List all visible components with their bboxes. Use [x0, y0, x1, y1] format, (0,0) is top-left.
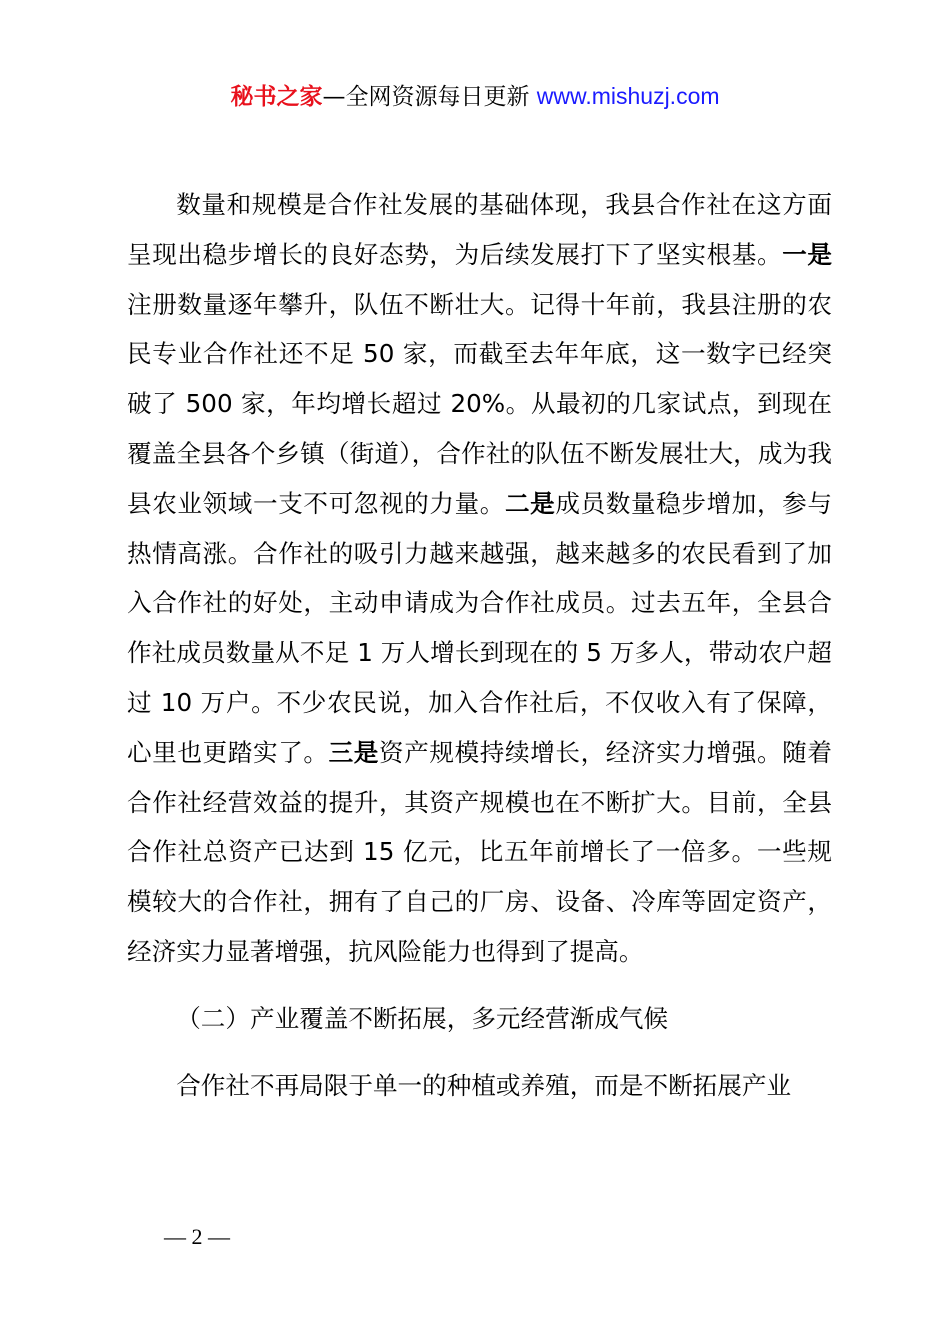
point-marker-three: 三是: [328, 737, 379, 767]
document-body: [127, 180, 832, 1110]
brand-name: 秘书之家: [230, 84, 323, 110]
point-marker-two: 二是: [504, 488, 556, 518]
paragraph-scale-growth: [127, 180, 832, 977]
point-one-text: 注册数量逐年攀升，队伍不断壮大。记得十年前，我县注册的农民专业合作社还不足 50 家，而截至去年年底，这一数字已经突破了 500 家，年均增长超过 20%。从最初的几家试点，到现在覆盖全县各个乡镇（街道），合作社的队伍不断发展壮大，成为我县农业领域一支不可忽视的力量。: [127, 289, 832, 518]
header-tagline: —全网资源每日更新: [322, 84, 537, 110]
section-heading-2: （二）产业覆盖不断拓展，多元经营渐成气候: [176, 1003, 669, 1033]
point-three-text: 资产规模持续增长，经济实力增强。随着合作社经营效益的提升，其资产规模也在不断扩大。目前，全县合作社总资产已达到 15 亿元，比五年前增长了一倍多。一些规模较大的合作社，拥有了自己的厂房、设备、冷库等固定资产，经济实力显著增强，抗风险能力也得到了提高。: [127, 737, 832, 966]
site-header: [0, 80, 950, 113]
point-marker-one: 一是: [782, 239, 832, 269]
point-two-text: 成员数量稳步增加，参与热情高涨。合作社的吸引力越来越强，越来越多的农民看到了加入合作社的好处，主动申请成为合作社成员。过去五年，全县合作社成员数量从不足 1 万人增长到现在的 5 万多人，带动农户超过 10 万户。不少农民说，加入合作社后，不仅收入有了保障，心里也更踏实了。: [127, 488, 832, 767]
site-url-link[interactable]: www.mishuzj.com: [536, 83, 720, 109]
paragraph-intro: 数量和规模是合作社发展的基础体现，我县合作社在这方面呈现出稳步增长的良好态势，为后续发展打下了坚实根基。: [127, 190, 832, 269]
page-number: — 2 —: [164, 1224, 230, 1249]
paragraph-industry-coverage: 合作社不再局限于单一的种植或养殖，而是不断拓展产业: [176, 1070, 792, 1100]
